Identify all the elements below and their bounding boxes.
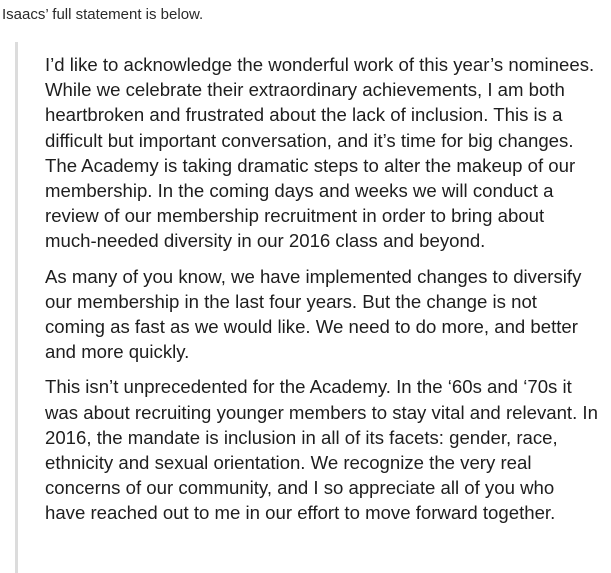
statement-line: I’d like to acknowledge the wonderful work of this year’s nominees. — [45, 54, 595, 75]
statement-line: and more quickly. — [45, 341, 190, 363]
statement-line: The Academy is taking dramatic steps to alter the makeup of our — [45, 154, 576, 176]
statement-line: membership. In the coming days and weeks we will conduct a — [45, 180, 554, 202]
statement-line: 2016, the mandate is inclusion in all of its facets: gender, race, — [45, 426, 558, 448]
statement-line: As many of you know, we have implemented changes to diversify — [45, 265, 582, 287]
statement-line: our membership in the last four years. But the change is not — [45, 290, 537, 312]
statement-blockquote — [15, 42, 611, 573]
statement-line: This isn’t unprecedented for the Academy. In the ‘60s and ‘70s it — [45, 376, 572, 398]
statement-paragraph-1 — [45, 52, 611, 254]
intro-text: Isaacs’ full statement is below. — [2, 6, 204, 23]
statement-line: While we celebrate their extraordinary achievements, I am both — [45, 79, 565, 101]
statement-line: much-needed diversity in our 2016 class and beyond. — [45, 230, 486, 252]
statement-line: was about recruiting younger members to stay vital and relevant. In — [45, 401, 598, 423]
statement-line: have reached out to me in our effort to move forward together. — [45, 502, 556, 524]
statement-line: coming as fast as we would like. We need to do more, and better — [45, 316, 578, 338]
statement-line: difficult but important conversation, and it’s time for big changes. — [45, 129, 574, 151]
statement-line: heartbroken and frustrated about the lack of inclusion. This is a — [45, 104, 563, 126]
statement-line: review of our membership recruitment in order to bring about — [45, 205, 545, 227]
statement-line: concerns of our community, and I so appreciate all of you who — [45, 477, 555, 499]
statement-paragraph-2 — [45, 264, 611, 365]
statement-line: ethnicity and sexual orientation. We recognize the very real — [45, 452, 532, 474]
statement-paragraph-3 — [45, 374, 611, 525]
